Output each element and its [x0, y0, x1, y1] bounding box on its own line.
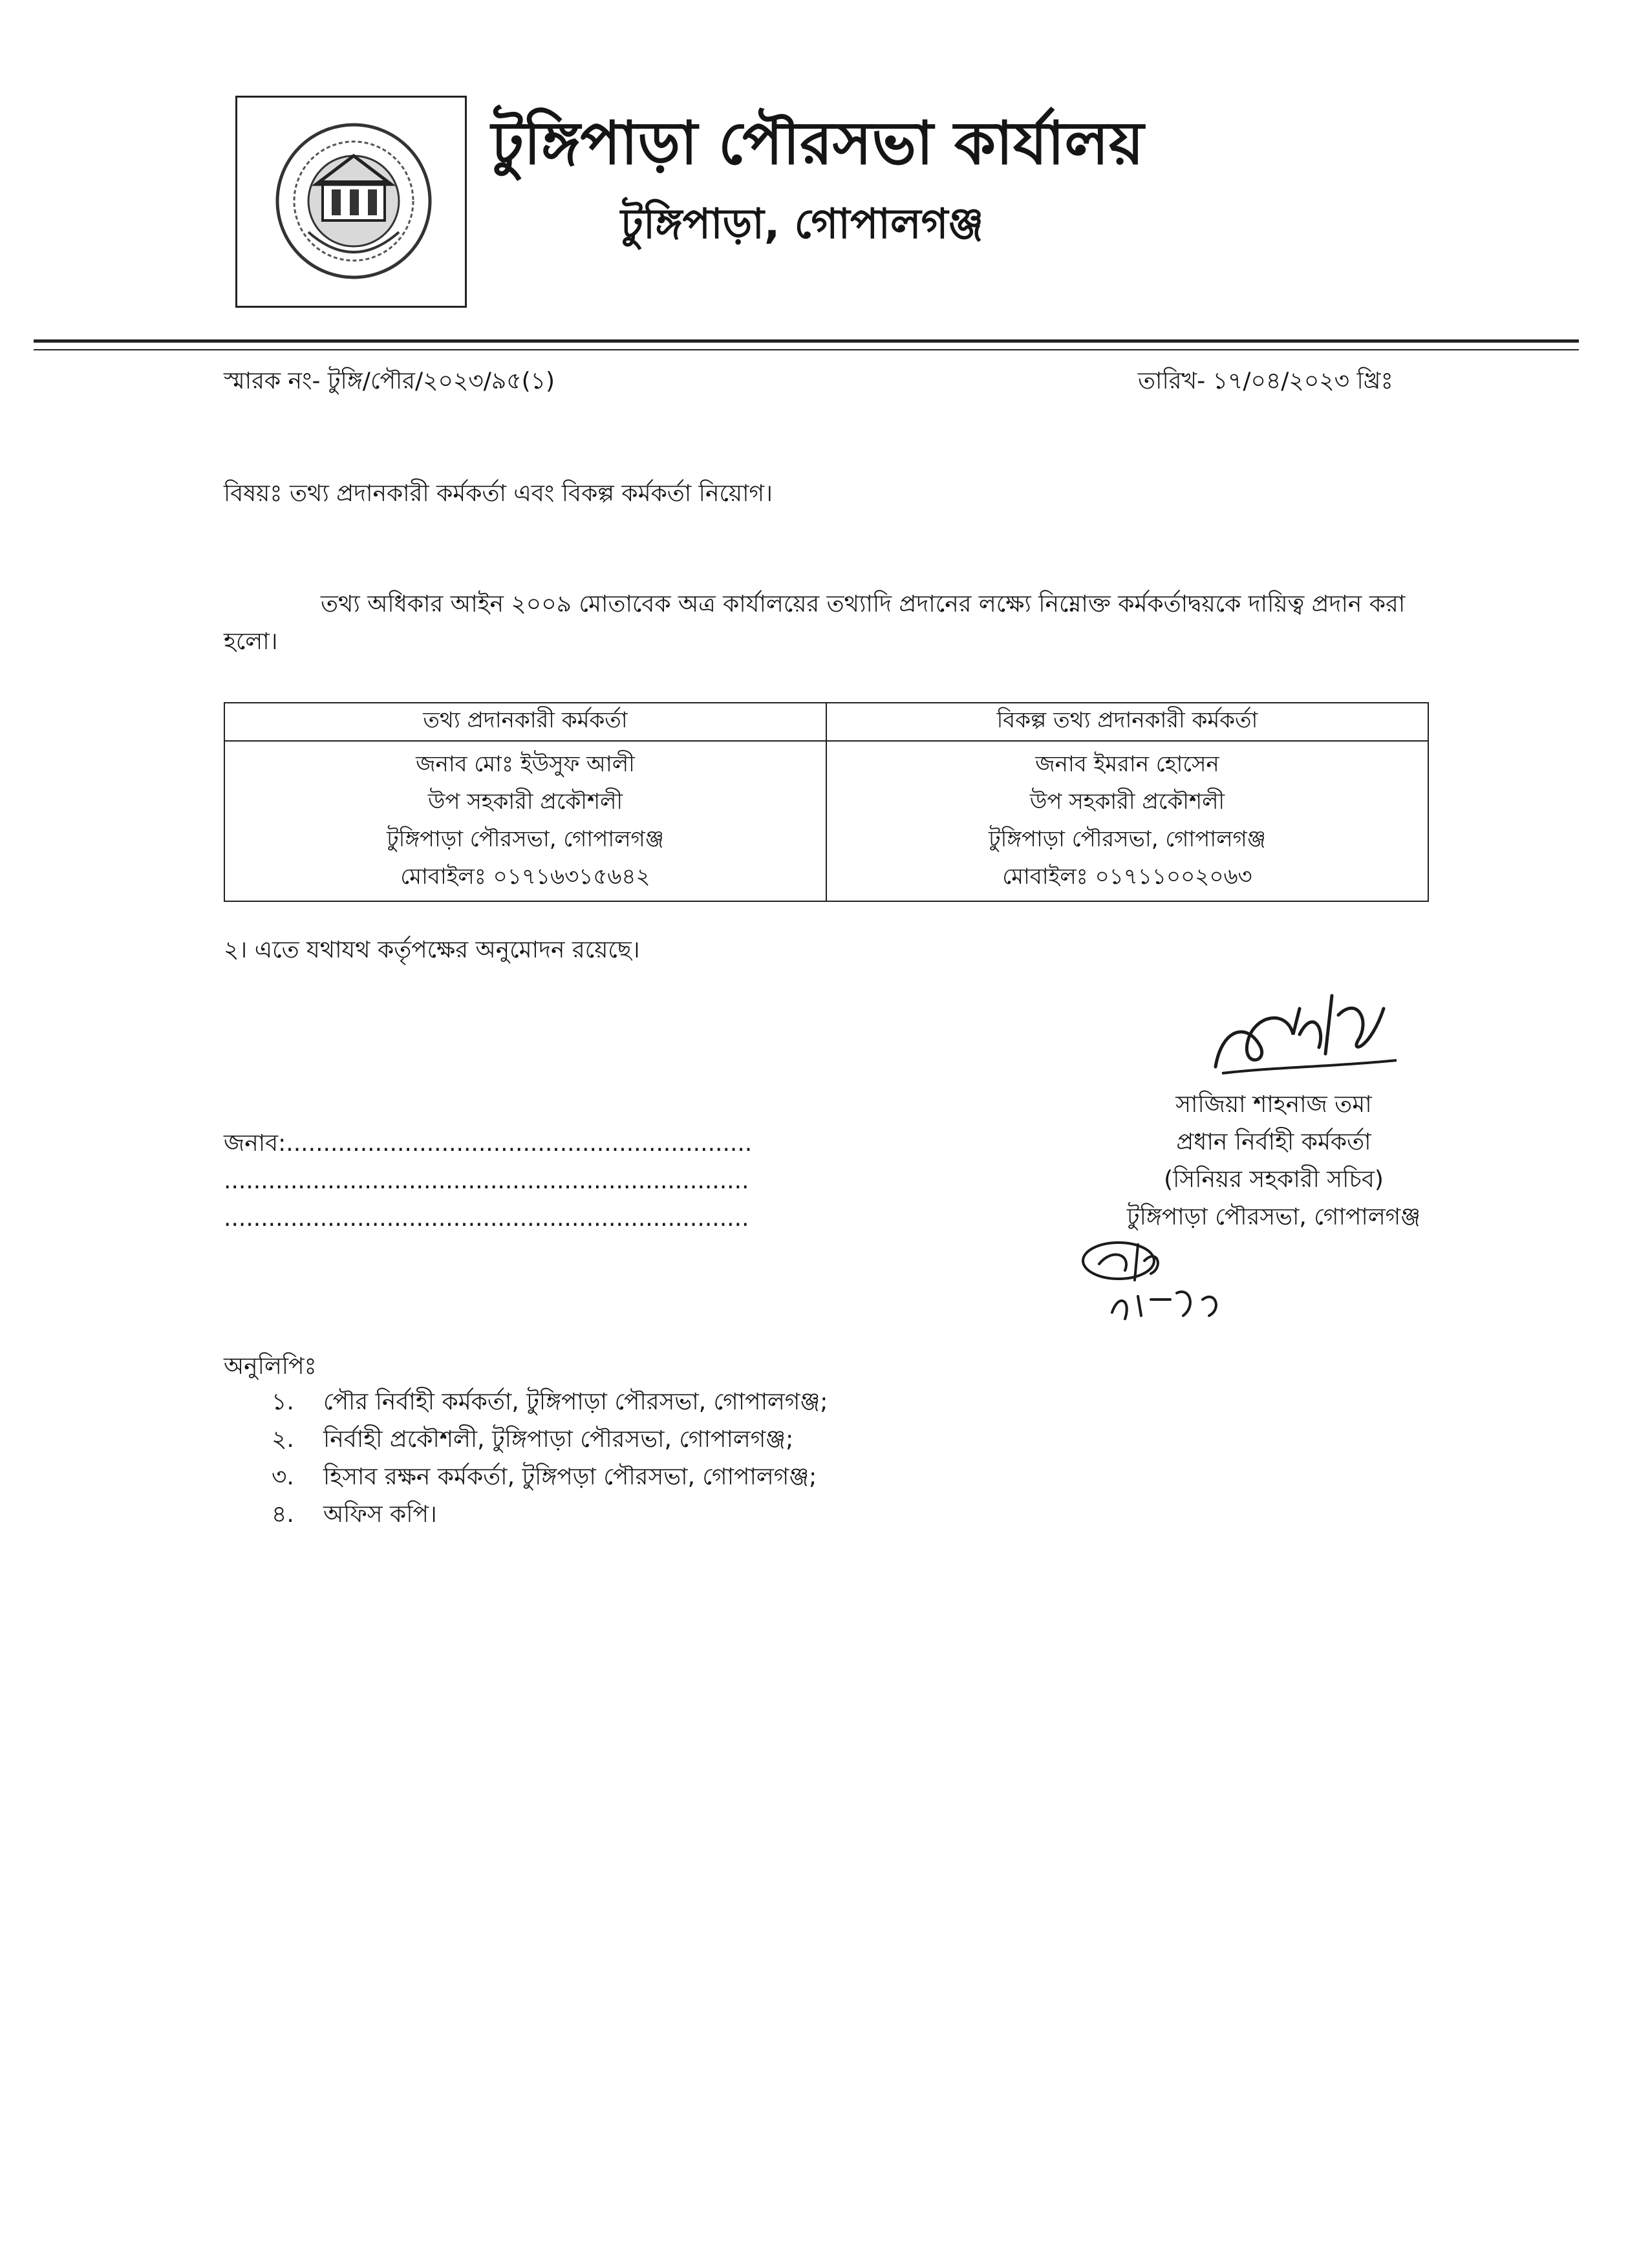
officers-table: [224, 702, 1429, 902]
signatory-name: সাজিয়া শাহনাজ তমা: [1175, 1091, 1372, 1118]
signatory-office: টুঙ্গিপাড়া পৌরসভা, গোপালগঞ্জ: [1126, 1204, 1421, 1230]
recipient-block: [224, 1125, 752, 1237]
memo-date: তারিখ- ১৭/০৪/২০২৩ খ্রিঃ: [1138, 368, 1393, 394]
alternate-officer-mobile: মোবাইলঃ ০১৭১১০০২০৬৩: [1002, 864, 1252, 890]
municipality-seal-icon: [270, 117, 438, 285]
memo-reference: স্মারক নং- টুঙ্গি/পৌর/২০২৩/৯৫(১): [224, 368, 555, 394]
table-row: [224, 741, 1428, 901]
table-header-alternate: বিকল্প তথ্য প্রদানকারী কর্মকর্তা: [826, 703, 1428, 741]
list-item: [272, 1421, 828, 1459]
signature-block: [1073, 1086, 1474, 1236]
copy-text: নির্বাহী প্রকৌশলী, টুঙ্গিপাড়া পৌরসভা, গোপালগঞ্জ;: [323, 1426, 794, 1453]
copy-number: ৪.: [272, 1501, 294, 1528]
copies-list: [272, 1384, 828, 1534]
recipient-line-2: .......................................................................: [224, 1168, 749, 1194]
list-item: [272, 1384, 828, 1421]
signatory-rank: (সিনিয়র সহকারী সচিব): [1164, 1166, 1384, 1193]
municipality-logo-box: [235, 96, 467, 308]
copy-number: ১.: [272, 1389, 294, 1415]
copies-label: অনুলিপিঃ: [224, 1353, 317, 1380]
primary-officer-office: টুঙ্গিপাড়া পৌরসভা, গোপালগঞ্জ: [387, 826, 664, 852]
primary-officer-designation: উপ সহকারী প্রকৌশলী: [427, 789, 623, 815]
list-item: [272, 1496, 828, 1534]
recipient-line-1: জনাব:...............................................................: [224, 1130, 753, 1157]
copy-number: ২.: [272, 1426, 294, 1453]
header-rule-thin: [34, 349, 1579, 350]
header-rule-thick: [34, 339, 1579, 343]
list-item: [272, 1459, 828, 1496]
office-location: টুঙ্গিপাড়া, গোপালগঞ্জ: [621, 200, 984, 248]
initials-signature-icon: [1073, 1235, 1254, 1332]
primary-officer-cell: [224, 741, 826, 901]
alternate-officer-name: জনাব ইমরান হোসেন: [1035, 751, 1219, 777]
recipient-line-3: .......................................................................: [224, 1205, 749, 1232]
alternate-officer-designation: উপ সহকারী প্রকৌশলী: [1029, 789, 1225, 815]
office-title: টুঙ্গিপাড়া পৌরসভা কার্যালয়: [491, 109, 1144, 178]
alternate-officer-cell: [826, 741, 1428, 901]
copy-text: অফিস কপি।: [323, 1501, 437, 1528]
copy-number: ৩.: [272, 1464, 294, 1490]
body-paragraph: তথ্য অধিকার আইন ২০০৯ মোতাবেক অত্র কার্যালয়ের তথ্যাদি প্রদানের লক্ষ্যে নিম্নোক্ত কর্মকর্তাদ্বয়কে দায়িত্ব প্রদান করা হলো।: [224, 591, 1406, 655]
handwritten-signature-icon: [1203, 970, 1409, 1086]
copy-text: হিসাব রক্ষন কর্মকর্তা, টুঙ্গিপড়া পৌরসভা, গোপালগঞ্জ;: [323, 1464, 817, 1490]
primary-officer-name: জনাব মোঃ ইউসুফ আলী: [416, 751, 635, 777]
primary-officer-mobile: মোবাইলঃ ০১৭১৬৩১৫৬৪২: [400, 864, 650, 890]
table-header-primary: তথ্য প্রদানকারী কর্মকর্তা: [224, 703, 826, 741]
subject-line: বিষয়ঃ তথ্য প্রদানকারী কর্মকর্তা এবং বিকল্প কর্মকর্তা নিয়োগ।: [224, 480, 773, 507]
signatory-designation: প্রধান নির্বাহী কর্মকর্তা: [1176, 1129, 1371, 1155]
alternate-officer-office: টুঙ্গিপাড়া পৌরসভা, গোপালগঞ্জ: [989, 826, 1266, 852]
table-header-row: [224, 703, 1428, 741]
copy-text: পৌর নির্বাহী কর্মকর্তা, টুঙ্গিপাড়া পৌরসভা, গোপালগঞ্জ;: [323, 1389, 828, 1415]
approval-note: ২। এতে যথাযথ কর্তৃপক্ষের অনুমোদন রয়েছে।: [224, 937, 640, 963]
